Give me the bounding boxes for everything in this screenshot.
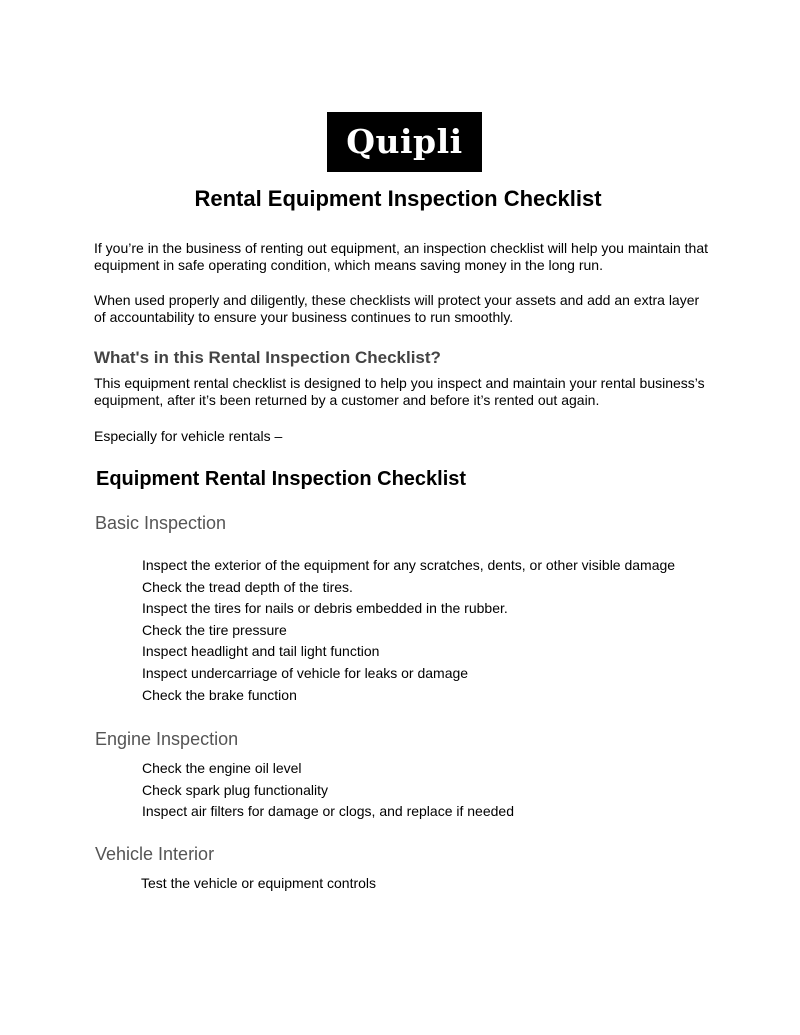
list-item: Inspect air filters for damage or clogs, and replace if needed (142, 803, 514, 820)
basic-inspection-heading: Basic Inspection (95, 513, 227, 533)
logo-text: Quipli (346, 121, 463, 161)
list-item: Check the brake function (142, 686, 297, 703)
list-item: Inspect the tires for nails or debris embedded in the rubber. (142, 600, 508, 617)
intro-paragraph-2: When used properly and diligently, these checklists will protect your assets and add an extra layer of accountability to ensure your business continues to run smoothly. (94, 292, 700, 325)
vehicle-interior-list (141, 873, 376, 895)
quipli-logo (327, 112, 482, 172)
list-item: Inspect the exterior of the equipment for any scratches, dents, or other visible damage (142, 557, 676, 573)
basic-inspection-list (142, 555, 675, 706)
document-title: Rental Equipment Inspection Checklist (194, 186, 602, 211)
whats-in-heading: What's in this Rental Inspection Checklist? (94, 348, 441, 367)
whats-in-paragraph-2: Especially for vehicle rentals – (94, 428, 283, 444)
list-item: Inspect undercarriage of vehicle for leaks or damage (142, 664, 469, 681)
vehicle-interior-heading: Vehicle Interior (95, 844, 215, 864)
list-item: Check the tire pressure (142, 621, 287, 638)
list-item: Inspect headlight and tail light function (142, 643, 380, 660)
engine-inspection-list (142, 758, 514, 823)
checklist-title: Equipment Rental Inspection Checklist (96, 468, 467, 490)
list-item: Check the tread depth of the tires. (142, 578, 353, 595)
list-item: Check the engine oil level (142, 760, 302, 776)
whats-in-paragraph-1: This equipment rental checklist is designed to help you inspect and maintain your rental business’s equipment, after it’s been returned by a customer and before it’s rented out again. (94, 375, 705, 408)
intro-paragraph-1: If you’re in the business of renting out equipment, an inspection checklist will help you maintain that equipment in safe operating condition, which means saving money in the long run. (94, 240, 709, 273)
list-item: Check spark plug functionality (142, 781, 328, 798)
engine-inspection-heading: Engine Inspection (95, 729, 239, 749)
list-item: Test the vehicle or equipment controls (141, 875, 377, 891)
